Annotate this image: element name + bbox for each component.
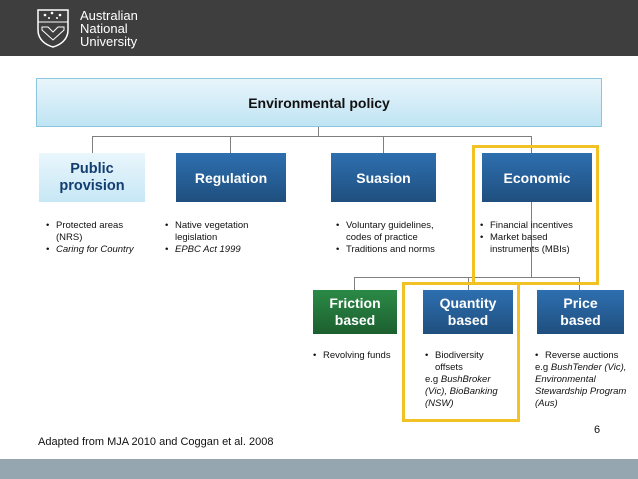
bullet-item: • Biodiversity offsets xyxy=(425,350,505,374)
category-suasion-label: Suasion xyxy=(356,169,411,186)
bullet-item: • EPBC Act 1999 xyxy=(165,244,285,256)
subcategory-price-based xyxy=(537,290,624,334)
connector-suasion xyxy=(383,136,384,153)
logo-line-1: Australian xyxy=(80,8,138,23)
source-note: Adapted from MJA 2010 and Coggan et al. 2008 xyxy=(38,436,274,448)
public-provision-bullets xyxy=(46,220,156,256)
bullet-item: • Financial incentives xyxy=(480,220,600,232)
category-economic-label: Economic xyxy=(503,169,571,186)
subcategory-friction-label: Friction based xyxy=(329,295,381,328)
anu-crest-icon xyxy=(36,8,70,48)
connector-friction xyxy=(354,277,355,290)
footer-bar xyxy=(0,459,638,479)
suasion-bullets xyxy=(336,220,466,256)
subcategory-friction-based xyxy=(313,290,397,334)
connector-level1-horizontal xyxy=(92,136,532,137)
quantity-example: e.g BushBroker (Vic), BioBanking (NSW) xyxy=(425,374,498,409)
bullet-item: • Reverse auctions xyxy=(535,350,635,362)
connector-public-provision xyxy=(92,136,93,153)
highlight-economic xyxy=(472,145,599,285)
root-label: Environmental policy xyxy=(248,94,390,111)
category-suasion xyxy=(331,153,436,202)
logo-line-2: National xyxy=(80,21,128,36)
bullet-item: • Revolving funds xyxy=(313,350,413,362)
category-public-provision-label: Public provision xyxy=(59,160,125,194)
subcategory-quantity-label: Quantity based xyxy=(439,295,497,328)
bullet-item: • Market based instruments (MBIs) xyxy=(480,232,600,256)
header-bar xyxy=(0,0,638,56)
category-regulation xyxy=(176,153,286,202)
subcategory-price-label: Price based xyxy=(560,295,601,328)
bullet-item: • Voluntary guidelines, codes of practice xyxy=(336,220,466,244)
logo-line-3: University xyxy=(80,34,138,49)
page-number: 6 xyxy=(594,424,601,436)
connector-root-down xyxy=(318,127,319,136)
bullet-item: • Native vegetation legislation xyxy=(165,220,285,244)
connector-regulation xyxy=(230,136,231,153)
regulation-bullets xyxy=(165,220,285,256)
price-example: e.g BushTender (Vic), Environmental Stewardship Program (Aus) xyxy=(535,362,627,409)
university-name xyxy=(80,9,138,48)
bullet-item: • Traditions and norms xyxy=(336,244,466,256)
root-environmental-policy xyxy=(36,78,602,127)
price-bullets xyxy=(535,350,635,362)
highlight-quantity-based xyxy=(402,282,520,422)
friction-bullets xyxy=(313,350,413,362)
category-public-provision xyxy=(39,153,145,202)
bullet-item: • Caring for Country xyxy=(46,244,156,256)
category-regulation-label: Regulation xyxy=(194,169,268,186)
bullet-item: • Protected areas (NRS) xyxy=(46,220,156,244)
